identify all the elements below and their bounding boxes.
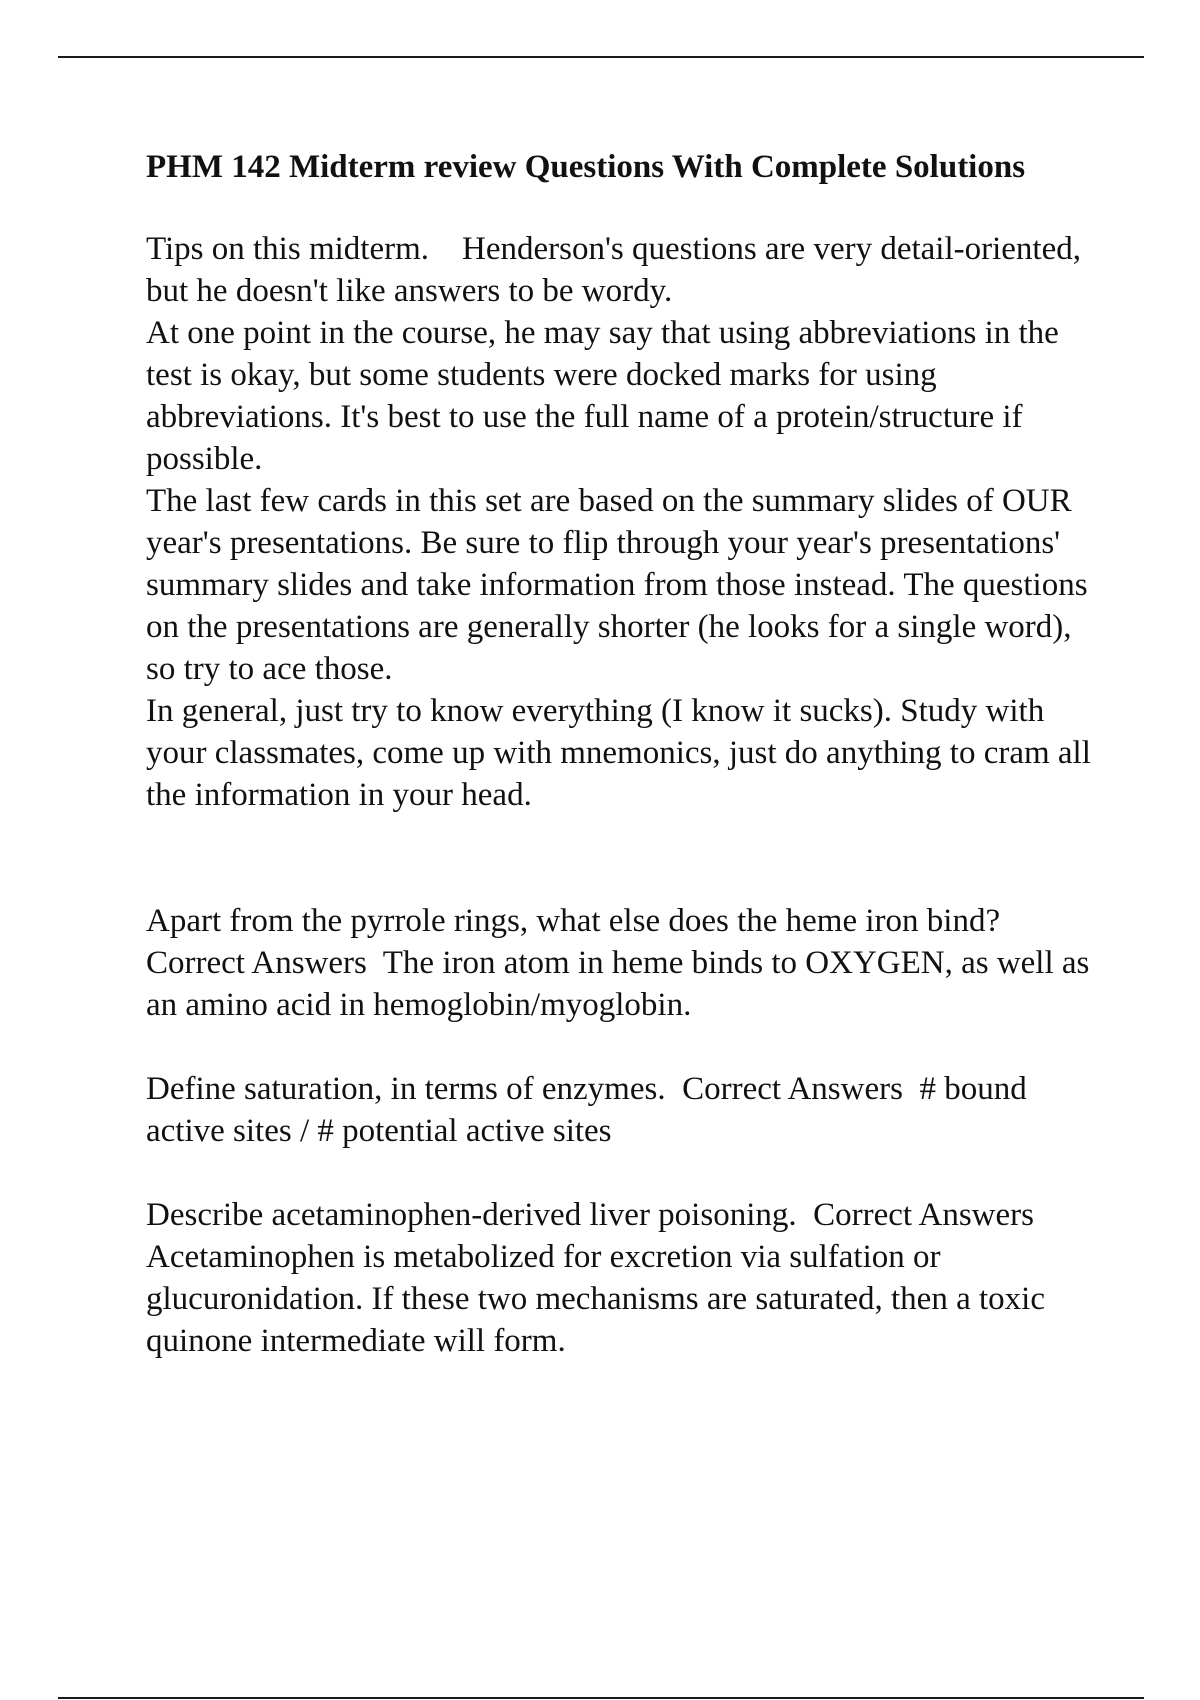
qa-item: Define saturation, in terms of enzymes. Correct Answers # bound active sites / # potential active sites — [146, 1071, 1035, 1149]
spacer — [146, 1152, 1106, 1194]
qa-item: Apart from the pyrrole rings, what else does the heme iron bind? Correct Answers The iron atom in heme binds to OXYGEN, as well as an amino acid in hemoglobin/myoglobin. — [146, 903, 1098, 1023]
spacer — [146, 1026, 1106, 1068]
spacer — [146, 816, 1106, 900]
bottom-rule — [58, 1697, 1144, 1699]
tip-paragraph: The last few cards in this set are based on the summary slides of OUR year's presentations. Be sure to flip through your year's presentations' summary slides and take information from those instead. The questions on the presentations are generally shorter (he looks for a single word), so try to ace those. — [146, 483, 1096, 687]
tip-paragraph: Tips on this midterm. Henderson's questions are very detail-oriented, but he doesn't like answers to be wordy. — [146, 231, 1090, 309]
tip-paragraph: In general, just try to know everything (I know it sucks). Study with your classmates, come up with mnemonics, just do anything to cram all the information in your head. — [146, 693, 1100, 813]
document-title: PHM 142 Midterm review Questions With Complete Solutions — [146, 149, 1026, 185]
tip-paragraph: At one point in the course, he may say that using abbreviations in the test is okay, but some students were docked marks for using abbreviations. It's best to use the full name of a protein/structure if possible. — [146, 315, 1068, 477]
document-body — [146, 146, 1106, 1362]
top-rule — [58, 56, 1144, 58]
qa-item: Describe acetaminophen-derived liver poisoning. Correct Answers Acetaminophen is metabolized for excretion via sulfation or glucuronidation. If these two mechanisms are saturated, then a toxic quinone intermediate will form. — [146, 1197, 1054, 1359]
